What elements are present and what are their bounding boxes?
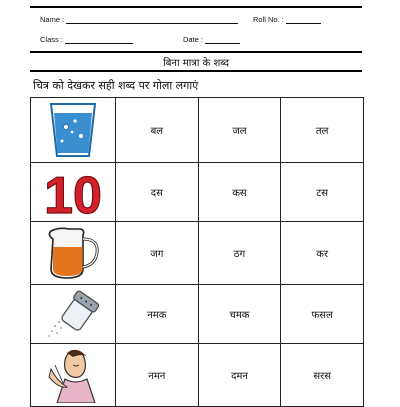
- name-label: Name :: [40, 15, 65, 24]
- top-border-thick: [30, 6, 362, 8]
- table-row: [31, 285, 364, 344]
- picture-cell: [31, 98, 116, 163]
- number-ten-icon: [41, 166, 105, 218]
- class-row: [40, 35, 133, 44]
- salt-shaker-icon: [43, 288, 103, 340]
- word-option[interactable]: ठग: [198, 222, 281, 285]
- word-option[interactable]: बल: [116, 98, 199, 163]
- word-option[interactable]: कर: [281, 222, 364, 285]
- jug-icon: [43, 225, 103, 281]
- header-divider: [30, 51, 362, 53]
- table-row: [31, 343, 364, 406]
- word-option[interactable]: चमक: [198, 285, 281, 344]
- name-row: [40, 15, 238, 24]
- title-divider: [30, 70, 362, 72]
- word-option[interactable]: दमन: [198, 343, 281, 406]
- picture-cell: [31, 222, 116, 285]
- picture-cell: [31, 285, 116, 344]
- roll-field[interactable]: [286, 16, 321, 24]
- number-ten-text: 10: [44, 167, 102, 219]
- table-row: [31, 163, 364, 222]
- roll-row: [253, 15, 321, 24]
- class-label: Class :: [40, 35, 63, 44]
- word-option[interactable]: तल: [281, 98, 364, 163]
- instruction-text: चित्र को देखकर सही शब्द पर गोला लगाएं: [33, 79, 199, 92]
- word-option[interactable]: नमन: [116, 343, 199, 406]
- date-row: [183, 35, 240, 44]
- picture-cell: [31, 343, 116, 406]
- date-label: Date :: [183, 35, 204, 44]
- picture-cell: [31, 163, 116, 222]
- table-row: [31, 222, 364, 285]
- roll-label: Roll No. :: [253, 15, 284, 24]
- date-field[interactable]: [205, 36, 240, 44]
- glass-of-water-icon: [48, 101, 98, 159]
- word-option[interactable]: फसल: [281, 285, 364, 344]
- class-field[interactable]: [65, 36, 133, 44]
- namaste-woman-icon: [43, 347, 103, 403]
- word-option[interactable]: नमक: [116, 285, 199, 344]
- word-option[interactable]: दस: [116, 163, 199, 222]
- table-row: [31, 98, 364, 163]
- name-field[interactable]: [66, 16, 238, 24]
- word-option[interactable]: सरस: [281, 343, 364, 406]
- word-option[interactable]: जग: [116, 222, 199, 285]
- word-choice-table: [30, 97, 364, 407]
- word-option[interactable]: जल: [198, 98, 281, 163]
- word-option[interactable]: टस: [281, 163, 364, 222]
- worksheet-title: बिना मात्रा के शब्द: [163, 58, 229, 69]
- word-option[interactable]: कस: [198, 163, 281, 222]
